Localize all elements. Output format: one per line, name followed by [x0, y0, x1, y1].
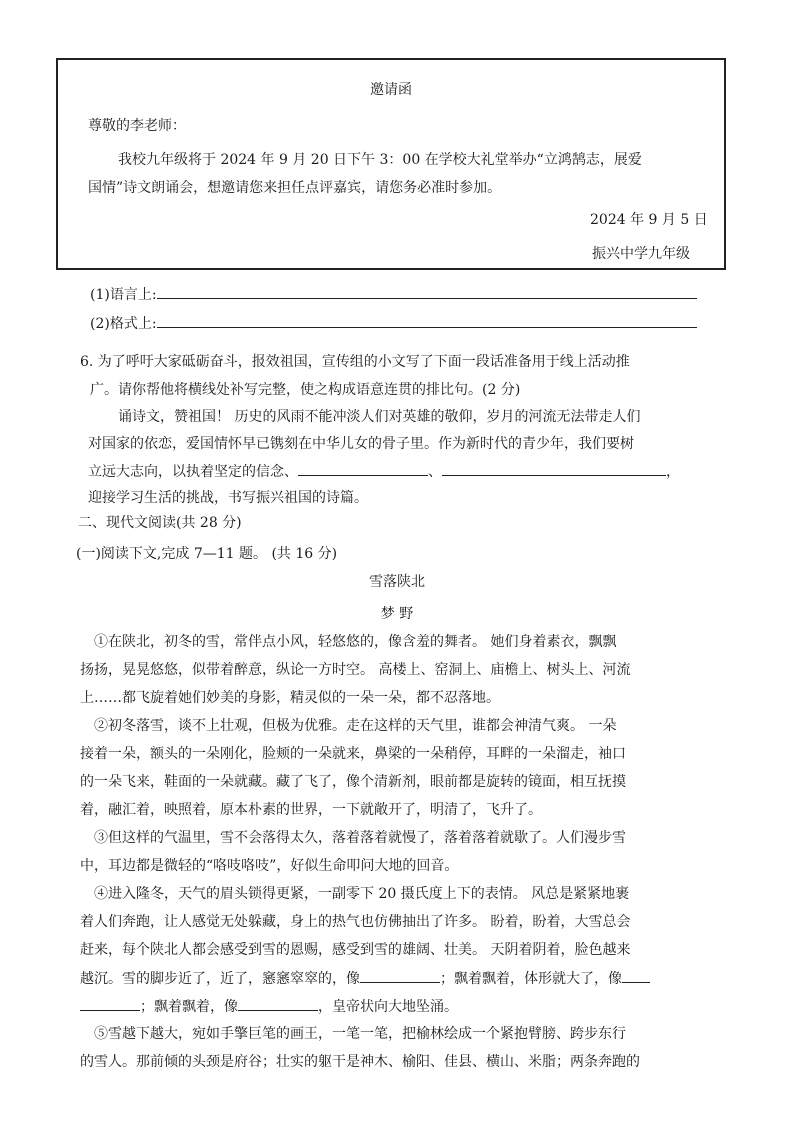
q5-item2-label: (2)格式上: [90, 316, 157, 332]
essay-p2-line1: ②初冬落雪，谈不上壮观，但极为优雅。走在这样的天气里，谁都会神清气爽。 一朵 [94, 718, 617, 734]
essay-p2-line3: 的一朵飞来，鞋面的一朵就藏。藏了飞了，像个清新剂，眼前都是旋转的镜面，相互抚摸 [80, 774, 626, 790]
invitation-title: 邀请函 [370, 82, 412, 98]
essay-p4-line5-middle: ；飘着飘着，像 [140, 999, 238, 1015]
q5-item1-label: (1)语言上: [90, 287, 157, 303]
invitation-salutation: 尊敬的李老师： [88, 118, 186, 134]
essay-p2-line4: 着，融汇着，映照着，原本朴素的世界，一下就敞开了，明清了，飞升了。 [80, 802, 542, 818]
essay-p5-line2: 的雪人。那前倾的头颈是府谷；壮实的躯干是神木、榆阳、佳县、横山、米脂；两条奔跑的 [80, 1054, 640, 1070]
q5-item1 [90, 284, 697, 305]
essay-p3-line1: ③但这样的气温里，雪不会落得太久，落着落着就慢了，落着落着就歇了。人们漫步雪 [94, 830, 626, 846]
invitation-body-line2: 国情”诗文朗诵会，想邀请您来担任点评嘉宾，请您务必准时参加。 [88, 180, 502, 196]
q6-para-line3-start: 立远大志向，以执着坚定的信念、 [88, 464, 298, 480]
essay-p1-line3: 上……都飞旋着她们妙美的身影，精灵似的一朵一朵，都不忍落地。 [80, 690, 500, 706]
essay-p4-line1: ④进入隆冬，天气的眉头锁得更紧，一副零下 20 摄氏度上下的表情。 风总是紧紧地裹 [94, 886, 630, 902]
q6-separator-1: 、 [428, 464, 442, 480]
essay-answer-blank-3[interactable] [238, 996, 318, 1011]
q6-separator-2: ， [666, 464, 680, 480]
q5-item2 [90, 313, 697, 334]
essay-answer-blank-2a[interactable] [622, 968, 650, 983]
essay-p2-line2: 接着一朵，额头的一朵刚化，脸颊的一朵就来，鼻梁的一朵稍停，耳畔的一朵溜走，袖口 [80, 746, 626, 762]
invitation-date: 2024 年 9 月 5 日 [590, 212, 708, 228]
essay-title: 雪落陕北 [369, 574, 425, 590]
essay-p1-line2: 扬扬，晃晃悠悠，似带着醉意，纵论一方时空。 高楼上、窑洞上、庙檐上、树头上、河流 [80, 662, 631, 678]
q6-stem-line1: 6. 为了呼吁大家砥砺奋斗，报效祖国，宣传组的小文写了下面一段话准备用于线上活动推 [80, 354, 630, 370]
q5-item1-answer-blank[interactable] [157, 284, 697, 299]
essay-answer-blank-2b[interactable] [80, 996, 140, 1011]
q6-para-line3 [88, 461, 680, 482]
essay-p4-line3: 赶来，每个陕北人都会感受到雪的恩赐，感受到雪的雄阔、壮美。 天阴着阴着，脸色越来 [80, 942, 631, 958]
essay-p4-line4-start: 越沉。雪的脚步近了，近了，窸窸窣窣的，像 [80, 971, 360, 987]
essay-p4-line5-end: ，皇帝状向大地坠涌。 [318, 999, 458, 1015]
essay-p5-line1: ⑤雪越下越大，宛如手擎巨笔的画王，一笔一笔，把榆林绘成一个紧抱臂膀、跨步东行 [94, 1026, 626, 1042]
q6-para-line2: 对国家的依恋，爱国情怀早已镌刻在中华儿女的骨子里。作为新时代的青少年，我们要树 [88, 436, 634, 452]
essay-answer-blank-1[interactable] [360, 968, 440, 983]
q5-item2-answer-blank[interactable] [157, 313, 697, 328]
essay-author: 梦 野 [380, 606, 414, 622]
section2-heading: 二、现代文阅读(共 28 分) [78, 515, 242, 531]
essay-p1-line1: ①在陕北，初冬的雪，常伴点小风，轻悠悠的，像含羞的舞者。 她们身着素衣，飘飘 [94, 634, 617, 650]
q6-answer-blank-1[interactable] [298, 461, 428, 476]
essay-p4-line2: 着人们奔跑，让人感觉无处躲藏，身上的热气也仿佛抽出了许多。 盼着，盼着，大雪总会 [80, 914, 631, 930]
q6-para-line1: 诵诗文，赞祖国！ 历史的风雨不能冲淡人们对英雄的敬仰，岁月的河流无法带走人们 [118, 409, 641, 425]
essay-p4-line5 [80, 996, 458, 1017]
essay-p4-line4-middle: ；飘着飘着，体形就大了，像 [440, 971, 622, 987]
section2-subheading: (一)阅读下文,完成 7—11 题。 (共 16 分) [76, 546, 338, 562]
q6-answer-blank-2[interactable] [442, 461, 666, 476]
essay-p4-line4 [80, 968, 650, 989]
q6-para-line4: 迎接学习生活的挑战，书写振兴祖国的诗篇。 [88, 490, 368, 506]
essay-p3-line2: 中，耳边都是微轻的“咯吱咯吱”，好似生命叩问大地的回音。 [80, 858, 459, 874]
invitation-body-line1: 我校九年级将于 2024 年 9 月 20 日下午 3：00 在学校大礼堂举办“立鸿鹄志，展爱 [118, 152, 642, 168]
invitation-signature: 振兴中学九年级 [592, 246, 690, 262]
q6-stem-line2: 广。请你帮他将横线处补写完整，使之构成语意连贯的排比句。(2 分) [90, 382, 521, 398]
